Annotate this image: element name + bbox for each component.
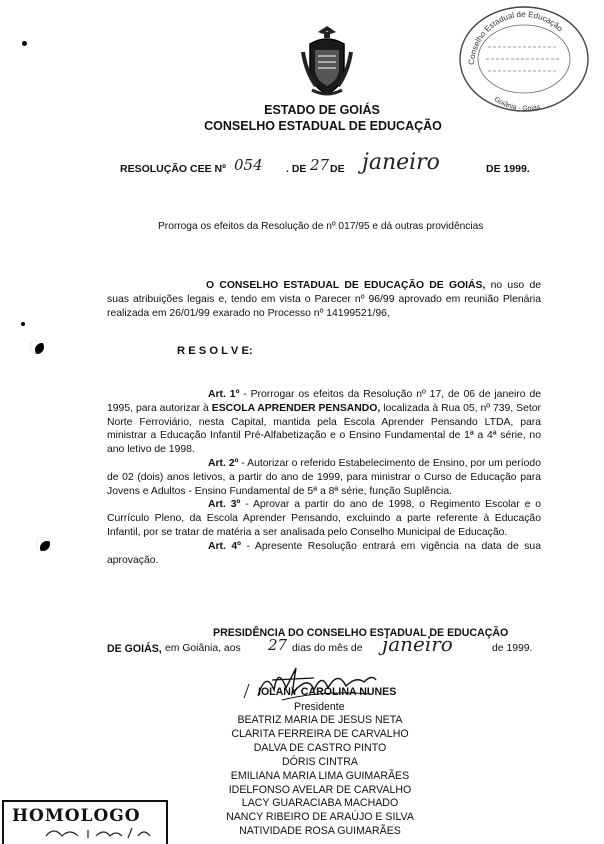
- resolution-number-handwritten: 054: [234, 156, 263, 174]
- homologo-stamp: [2, 800, 168, 844]
- preamble-text: no uso de suas atribuições legais e, tendo em vista o Parecer nº 96/99 aprovado em reunião Plenária realizada em 26/01/99 exarado no Processo nº 14199521/96,: [107, 280, 541, 319]
- resolution-de: . DE: [286, 163, 307, 175]
- member-name: LACY GUARACIABA MACHADO: [241, 797, 399, 810]
- stamp-ring-top-text: Conselho Estadual de Educação: [466, 9, 565, 66]
- president-title: Presidente: [294, 701, 345, 713]
- article-4: [107, 540, 541, 568]
- closing-mid: dias do mês de: [292, 643, 363, 654]
- stamp-ring-bottom-text: Goiânia - Goiás: [492, 95, 542, 113]
- member-name: DÓRIS CINTRA: [282, 755, 358, 768]
- scan-dot: [22, 41, 27, 46]
- binder-hole-mark: [30, 340, 44, 354]
- member-name: CLARITA FERREIRA DE CARVALHO: [231, 727, 409, 740]
- binder-hole-mark: [36, 537, 50, 551]
- article-label: Art. 2º: [208, 457, 239, 469]
- members-list: [198, 714, 442, 839]
- homologo-text: HOMOLOGO: [12, 806, 141, 826]
- resolution-summary: Prorroga os efeitos da Resolução de nº 017/95 e dá outras providências: [158, 221, 484, 232]
- resolution-month-handwritten: janeiro: [362, 150, 440, 175]
- council-heading: CONSELHO ESTADUAL DE EDUCAÇÃO: [204, 119, 442, 133]
- preamble-paragraph: [107, 279, 541, 321]
- article-2: [107, 457, 541, 498]
- resolution-year: DE 1999.: [486, 163, 530, 175]
- coat-of-arms-emblem: [298, 22, 356, 98]
- council-round-stamp: [452, 3, 592, 113]
- preamble-bold: O CONSELHO ESTADUAL DE EDUCAÇÃO DE GOIÁS,: [206, 280, 486, 291]
- closing-day-handwritten: 27: [268, 636, 288, 654]
- scan-dot: [21, 322, 25, 326]
- article-text: - Autorizar o referido Estabelecimento de Ensino, por um período de 02 (dois) anos letivos, a partir do ano de 1999, para ministrar o Curso de Educação para Jovens e Adultos - Ensino Fundamental de 5ª a 8ª série, função Suplência.: [107, 457, 541, 497]
- member-name: DALVA DE CASTRO PINTO: [253, 741, 387, 754]
- member-name: IDELFONSO AVELAR DE CARVALHO: [228, 783, 412, 796]
- state-heading: ESTADO DE GOIÁS: [264, 103, 380, 117]
- homologo-handwriting: [44, 826, 164, 840]
- member-name: BEATRIZ MARIA DE JESUS NETA: [237, 714, 403, 726]
- stamp-ring: [452, 3, 592, 113]
- closing-month-handwritten: janeiro: [382, 632, 453, 656]
- school-name: ESCOLA APRENDER PENSANDO,: [211, 402, 381, 414]
- member-name: EMILIANA MARIA LIMA GUIMARÃES: [230, 769, 410, 782]
- resolution-de-2: DE: [330, 163, 345, 175]
- article-label: Art. 3º: [208, 499, 241, 511]
- resolve-label: R E S O L V E:: [177, 345, 253, 357]
- article-text: localizada à Rua 05, nº 739, Setor Norte Ferroviário, nesta Capital, mantida pela Escola Aprender Pensando LTDA, para ministrar a Educação Infantil Pré-Alfabetização e o Ensino Fundamental de 1ª a 4ª série, no ano letivo de 1998.: [107, 402, 541, 456]
- president-name: IOLANY CAROLINA NUNES: [258, 686, 397, 698]
- article-3: [107, 498, 541, 539]
- article-text: - Apresente Resolução entrará em vigência na data de sua aprovação.: [107, 540, 541, 566]
- articles-block: [107, 388, 541, 567]
- resolution-day-handwritten: 27: [310, 156, 330, 174]
- article-text: - Prorrogar os efeitos da Resolução nº 17, de 06 de janeiro de 1995, para autorizar à: [107, 389, 542, 414]
- article-text: - Aprovar a partir do ano de 1998, o Regimento Escolar e o Currículo Pleno, da Escola Aprender Pensando, excluindo a parte referente à Educação Infantil, por se tratar de matéria a ser analisada pelo Conselho Municipal de Educação.: [107, 499, 542, 538]
- member-name: NANCY RIBEIRO DE ARAÚJO E SILVA: [226, 811, 414, 824]
- closing-year: de 1999.: [492, 643, 533, 654]
- article-label: Art. 4º: [208, 540, 241, 552]
- resolution-prefix: RESOLUÇÃO CEE Nº: [120, 163, 226, 175]
- article-label: Art. 1º: [208, 389, 240, 400]
- closing-line-1: PRESIDÊNCIA DO CONSELHO ESTADUAL DE EDUCAÇÃO: [213, 627, 509, 639]
- member-name: NATIVIDADE ROSA GUIMARÃES: [239, 825, 401, 838]
- article-1: [107, 388, 541, 457]
- closing-de-goias: DE GOIÁS,: [107, 643, 162, 655]
- closing-city: em Goiânia, aos: [165, 643, 241, 654]
